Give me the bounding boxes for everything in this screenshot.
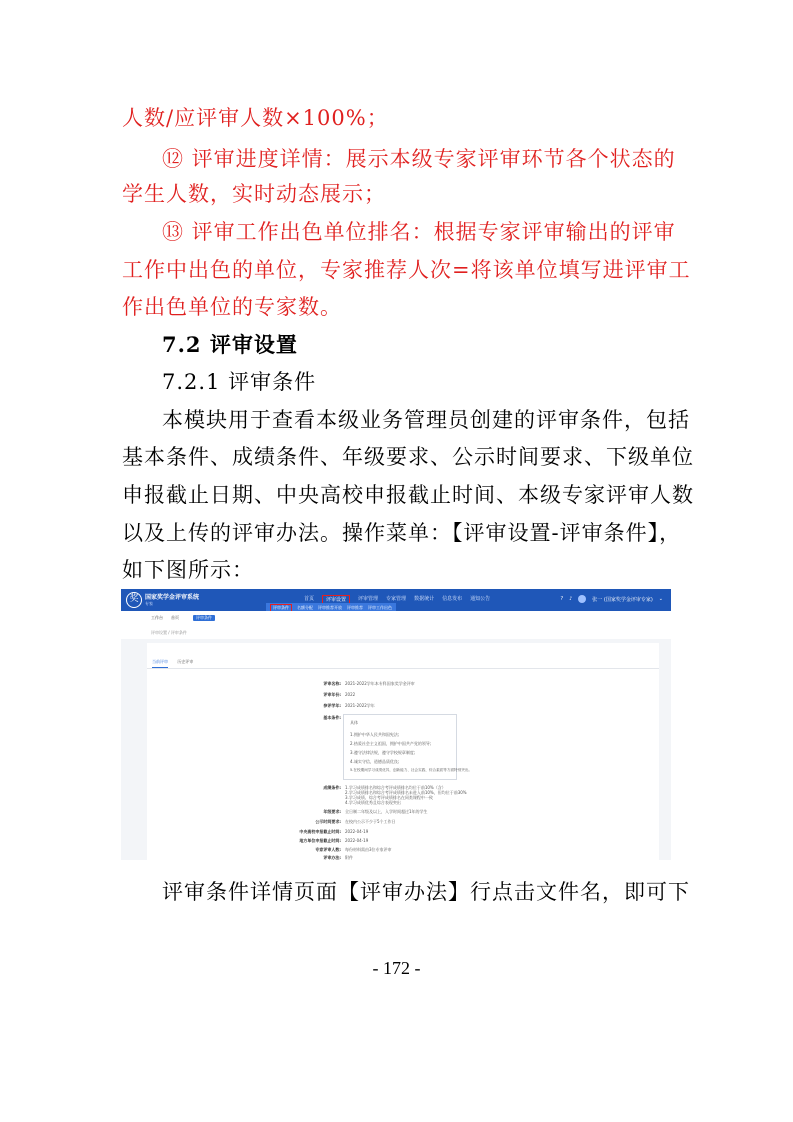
- field-value[interactable]: 附件: [345, 855, 353, 860]
- app-logo-icon: 奖: [126, 592, 142, 608]
- menu-item-statistics[interactable]: 数据统计: [414, 596, 435, 602]
- text-line-5: 工作中出色的单位，专家推荐人次=将该单位填写进评审工: [122, 258, 691, 282]
- tab-workbench[interactable]: 工作台: [151, 615, 163, 620]
- field-label: 基本条件:: [323, 715, 341, 720]
- menu-item-review-manage[interactable]: 评审管理: [358, 596, 379, 602]
- app-topbar: [121, 589, 671, 611]
- text-line-1: 人数/应评审人数×100%；: [122, 106, 389, 130]
- breadcrumb: [121, 625, 671, 639]
- submenu-item-excellent[interactable]: 评审工作出色: [368, 604, 392, 610]
- menu-item-notice[interactable]: 通知公告: [470, 596, 491, 602]
- field-value: 2022-04-19: [345, 838, 369, 843]
- field-label: 专家评审人数:: [315, 847, 341, 852]
- body-line-2: 基本条件、成绩条件、年级要求、公示时间要求、下级单位: [122, 445, 694, 469]
- tab-current-review[interactable]: 当前评审: [152, 659, 168, 664]
- tab-home[interactable]: 首页: [171, 615, 179, 620]
- embedded-screenshot: [121, 589, 671, 860]
- field-value: 2021-2022学年本专科国家奖学金评审: [345, 681, 415, 686]
- tab-history-review[interactable]: 历史评审: [177, 659, 194, 664]
- text-line-4: ⑬ 评审工作出色单位排名：根据专家评审输出的评审: [162, 220, 676, 244]
- field-label: 参评学年:: [323, 703, 341, 708]
- body-line-1: 本模块用于查看本级业务管理员创建的评审条件，包括: [162, 408, 690, 432]
- field-value: 全日制二年级及以上，入学时间超过1年的学生: [345, 809, 428, 814]
- menu-item-home[interactable]: 首页: [304, 596, 315, 602]
- topbar-right: [560, 595, 663, 603]
- body-line-3: 申报截止日期、中央高校申报截止时间、本级专家评审人数: [122, 483, 694, 507]
- field-value: 2021-2022学年: [345, 703, 375, 708]
- score-item: 3.学习成绩、综合考评成绩排名在同类课程中一致: [345, 795, 433, 800]
- app-subtitle: 专家: [145, 601, 153, 606]
- basic-item: 4.诚实守信，道德品质优良;: [350, 759, 400, 764]
- submenu-item-recommend[interactable]: 评审推荐: [347, 604, 363, 610]
- field-value: 在校内公示不少于5个工作日: [345, 819, 396, 824]
- basic-item: 2.热爱社会主义祖国，拥护中国共产党的领导;: [350, 741, 432, 746]
- field-label: 年级要求:: [323, 809, 341, 814]
- field-label: 地方单位申报截止时间:: [299, 838, 341, 843]
- text-line-6: 作出色单位的专家数。: [122, 295, 342, 319]
- panel-tabs: [152, 659, 201, 665]
- field-value: 2022: [345, 692, 356, 697]
- body-line-6: 评审条件详情页面【评审办法】行点击文件名，即可下: [162, 880, 690, 904]
- divider: [147, 668, 659, 669]
- text-line-3: 学生人数，实时动态展示；: [122, 182, 386, 206]
- basic-item: 5.在校期间学习成绩优异，创新能力、社会实践、综合素质等方面特别突出。: [350, 768, 473, 772]
- basic-head: 具体: [350, 720, 358, 725]
- avatar[interactable]: [578, 595, 586, 603]
- menu-item-review-settings[interactable]: 评审设置: [322, 595, 350, 604]
- page-number: - 172 -: [372, 958, 421, 978]
- submenu-item-quota[interactable]: 名额分配: [297, 604, 313, 610]
- section-heading: 7.2 评审设置: [162, 332, 298, 357]
- body-line-5: 如下图所示：: [122, 558, 254, 582]
- tab-conditions[interactable]: 评审条件: [193, 615, 215, 621]
- field-label: 中央高校申报截止时间:: [299, 829, 341, 834]
- app-name: 国家奖学金评审系统: [145, 594, 200, 601]
- field-label: 公示时间要求:: [315, 819, 341, 824]
- body-line-4: 以及上传的评审办法。操作菜单：【评审设置-评审条件】，: [122, 521, 682, 545]
- menu-item-expert-manage[interactable]: 专家管理: [386, 596, 407, 602]
- chevron-down-icon[interactable]: ⌄: [658, 596, 663, 602]
- field-label: 评审年份:: [323, 692, 341, 697]
- basic-conditions-box: [343, 714, 473, 780]
- field-value: 2022-04-19: [345, 829, 369, 834]
- menu-item-publish[interactable]: 信息发布: [442, 596, 463, 602]
- submenu-item-open[interactable]: 评审推荐开放: [318, 604, 342, 610]
- basic-item: 1.拥护中华人民共和国宪法;: [350, 732, 400, 737]
- bell-icon[interactable]: ♪: [569, 596, 573, 602]
- score-item: 4.学习成绩优秀且综合表现突出: [345, 800, 401, 805]
- score-item: 2.学习成绩排名和综合考评成绩排名未进入前10%，但均位于前30%: [345, 790, 467, 795]
- field-value: 每份材料需由3位专家评审: [345, 847, 392, 852]
- field-label: 评审名称:: [323, 681, 341, 686]
- field-value: 1.学习成绩排名和综合考评成绩排名均位于前10%（含）: [345, 785, 446, 790]
- page-tabs: [121, 611, 671, 626]
- basic-item: 3.遵守法律法规，遵守学校规章制度;: [350, 750, 416, 755]
- breadcrumb-text: 评审设置 / 评审条件: [151, 630, 187, 635]
- field-label: 成绩条件:: [323, 785, 341, 790]
- user-name[interactable]: 张一 (国家奖学金评审专家): [592, 596, 653, 603]
- field-label: 评审办法:: [323, 855, 341, 860]
- submenu-item-conditions[interactable]: 评审条件: [270, 604, 292, 612]
- subsection-heading: 7.2.1 评审条件: [162, 370, 317, 394]
- help-icon[interactable]: ?: [560, 596, 564, 602]
- text-line-2: ⑫ 评审进度详情：展示本级专家评审环节各个状态的: [162, 147, 676, 171]
